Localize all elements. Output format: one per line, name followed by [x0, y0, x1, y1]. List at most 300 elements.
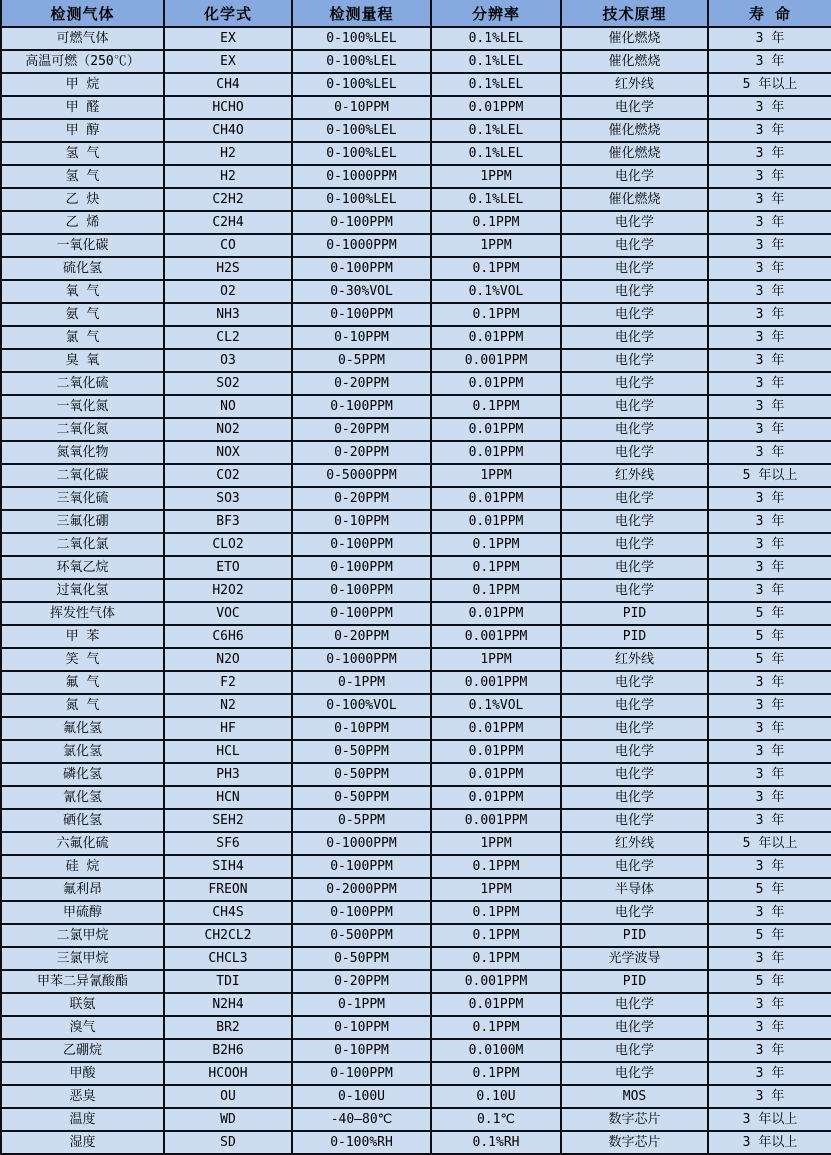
- cell-formula: HCN: [164, 786, 292, 809]
- table-row: [1, 1062, 831, 1085]
- table-row: [1, 303, 831, 326]
- cell-gas: 氯化氢: [1, 740, 164, 763]
- cell-principle: 电化学: [561, 234, 708, 257]
- cell-gas: 氮 气: [1, 694, 164, 717]
- cell-principle: 电化学: [561, 671, 708, 694]
- cell-lifetime: 5 年以上: [708, 464, 831, 487]
- cell-gas: 乙 烯: [1, 211, 164, 234]
- cell-lifetime: 3 年: [708, 694, 831, 717]
- cell-lifetime: 3 年: [708, 257, 831, 280]
- cell-lifetime: 3 年: [708, 855, 831, 878]
- cell-formula: B2H6: [164, 1039, 292, 1062]
- cell-principle: 电化学: [561, 487, 708, 510]
- cell-range: 0-20PPM: [292, 970, 431, 993]
- cell-resolution: 0.1%LEL: [431, 142, 561, 165]
- cell-range: 0-10PPM: [292, 1016, 431, 1039]
- cell-gas: 二氧化氯: [1, 533, 164, 556]
- cell-formula: C2H4: [164, 211, 292, 234]
- cell-resolution: 0.1PPM: [431, 901, 561, 924]
- cell-range: 0-1PPM: [292, 671, 431, 694]
- table-row: [1, 602, 831, 625]
- cell-range: 0-2000PPM: [292, 878, 431, 901]
- cell-formula: VOC: [164, 602, 292, 625]
- cell-gas: 高温可燃（250℃）: [1, 50, 164, 73]
- table-row: [1, 280, 831, 303]
- cell-principle: 电化学: [561, 579, 708, 602]
- header-row: [1, 0, 831, 27]
- cell-formula: NH3: [164, 303, 292, 326]
- cell-lifetime: 3 年: [708, 901, 831, 924]
- cell-formula: SEH2: [164, 809, 292, 832]
- cell-formula: HF: [164, 717, 292, 740]
- cell-formula: EX: [164, 27, 292, 50]
- cell-gas: 二氧化碳: [1, 464, 164, 487]
- table-row: [1, 119, 831, 142]
- cell-resolution: 0.1%VOL: [431, 280, 561, 303]
- table-row: [1, 441, 831, 464]
- cell-range: 0-100PPM: [292, 1062, 431, 1085]
- cell-lifetime: 3 年: [708, 234, 831, 257]
- cell-lifetime: 3 年: [708, 717, 831, 740]
- cell-range: 0-5000PPM: [292, 464, 431, 487]
- cell-resolution: 0.01PPM: [431, 326, 561, 349]
- cell-lifetime: 5 年: [708, 625, 831, 648]
- cell-formula: HCOOH: [164, 1062, 292, 1085]
- cell-gas: 甲 醇: [1, 119, 164, 142]
- cell-resolution: 0.1PPM: [431, 556, 561, 579]
- cell-gas: 一氧化碳: [1, 234, 164, 257]
- cell-lifetime: 3 年: [708, 487, 831, 510]
- cell-principle: 数字芯片: [561, 1131, 708, 1154]
- cell-lifetime: 3 年以上: [708, 1108, 831, 1131]
- cell-resolution: 0.01PPM: [431, 717, 561, 740]
- cell-principle: 电化学: [561, 717, 708, 740]
- cell-principle: 催化燃烧: [561, 50, 708, 73]
- column-header-lifetime: 寿 命: [708, 0, 831, 27]
- cell-lifetime: 5 年: [708, 924, 831, 947]
- table-row: [1, 970, 831, 993]
- cell-resolution: 0.01PPM: [431, 487, 561, 510]
- cell-gas: 三氟化硼: [1, 510, 164, 533]
- cell-range: 0-20PPM: [292, 625, 431, 648]
- table-row: [1, 878, 831, 901]
- cell-principle: 电化学: [561, 740, 708, 763]
- cell-range: 0-100PPM: [292, 395, 431, 418]
- cell-resolution: 1PPM: [431, 648, 561, 671]
- cell-range: 0-50PPM: [292, 786, 431, 809]
- table-row: [1, 901, 831, 924]
- cell-principle: 光学波导: [561, 947, 708, 970]
- cell-range: 0-30%VOL: [292, 280, 431, 303]
- cell-range: 0-10PPM: [292, 510, 431, 533]
- cell-principle: PID: [561, 602, 708, 625]
- cell-lifetime: 3 年: [708, 96, 831, 119]
- cell-gas: 乙硼烷: [1, 1039, 164, 1062]
- cell-lifetime: 5 年以上: [708, 832, 831, 855]
- cell-range: 0-50PPM: [292, 740, 431, 763]
- cell-lifetime: 5 年: [708, 970, 831, 993]
- cell-formula: TDI: [164, 970, 292, 993]
- table-row: [1, 763, 831, 786]
- cell-formula: SD: [164, 1131, 292, 1154]
- cell-range: 0-100PPM: [292, 533, 431, 556]
- cell-resolution: 0.001PPM: [431, 671, 561, 694]
- cell-lifetime: 5 年: [708, 602, 831, 625]
- cell-resolution: 0.1PPM: [431, 395, 561, 418]
- cell-gas: 甲酸: [1, 1062, 164, 1085]
- cell-principle: 红外线: [561, 73, 708, 96]
- cell-lifetime: 5 年: [708, 648, 831, 671]
- cell-principle: 电化学: [561, 855, 708, 878]
- cell-lifetime: 3 年: [708, 165, 831, 188]
- cell-lifetime: 3 年: [708, 142, 831, 165]
- column-header-gas: 检测气体: [1, 0, 164, 27]
- table-row: [1, 257, 831, 280]
- cell-resolution: 0.0100M: [431, 1039, 561, 1062]
- cell-principle: 红外线: [561, 648, 708, 671]
- table-row: [1, 947, 831, 970]
- cell-formula: HCHO: [164, 96, 292, 119]
- cell-range: 0-100PPM: [292, 855, 431, 878]
- cell-resolution: 0.01PPM: [431, 418, 561, 441]
- cell-gas: 可燃气体: [1, 27, 164, 50]
- table-row: [1, 579, 831, 602]
- table-row: [1, 326, 831, 349]
- table-row: [1, 142, 831, 165]
- table-row: [1, 1108, 831, 1131]
- table-row: [1, 694, 831, 717]
- cell-gas: 溴气: [1, 1016, 164, 1039]
- cell-lifetime: 3 年: [708, 326, 831, 349]
- cell-principle: 电化学: [561, 763, 708, 786]
- cell-gas: 环氧乙烷: [1, 556, 164, 579]
- cell-lifetime: 3 年: [708, 1062, 831, 1085]
- cell-formula: BR2: [164, 1016, 292, 1039]
- table-row: [1, 73, 831, 96]
- cell-gas: 六氟化硫: [1, 832, 164, 855]
- cell-principle: 红外线: [561, 832, 708, 855]
- cell-gas: 甲 苯: [1, 625, 164, 648]
- table-row: [1, 418, 831, 441]
- cell-resolution: 0.1PPM: [431, 211, 561, 234]
- cell-gas: 挥发性气体: [1, 602, 164, 625]
- cell-resolution: 0.1PPM: [431, 1062, 561, 1085]
- table-row: [1, 924, 831, 947]
- cell-gas: 氮氧化物: [1, 441, 164, 464]
- cell-range: 0-5PPM: [292, 349, 431, 372]
- table-row: [1, 211, 831, 234]
- cell-gas: 氨 气: [1, 303, 164, 326]
- cell-gas: 硫化氢: [1, 257, 164, 280]
- cell-formula: N2H4: [164, 993, 292, 1016]
- cell-lifetime: 3 年: [708, 1039, 831, 1062]
- table-row: [1, 533, 831, 556]
- cell-gas: 二氯甲烷: [1, 924, 164, 947]
- cell-lifetime: 3 年: [708, 510, 831, 533]
- cell-formula: OU: [164, 1085, 292, 1108]
- cell-principle: 电化学: [561, 349, 708, 372]
- cell-formula: C2H2: [164, 188, 292, 211]
- cell-lifetime: 3 年: [708, 786, 831, 809]
- cell-range: 0-100%LEL: [292, 73, 431, 96]
- cell-gas: 笑 气: [1, 648, 164, 671]
- cell-gas: 二氧化硫: [1, 372, 164, 395]
- cell-range: 0-1PPM: [292, 993, 431, 1016]
- cell-formula: HCL: [164, 740, 292, 763]
- cell-gas: 三氯甲烷: [1, 947, 164, 970]
- cell-principle: 电化学: [561, 786, 708, 809]
- table-row: [1, 648, 831, 671]
- cell-gas: 过氧化氢: [1, 579, 164, 602]
- cell-gas: 甲苯二异氰酸酯: [1, 970, 164, 993]
- cell-principle: 电化学: [561, 510, 708, 533]
- cell-principle: 催化燃烧: [561, 188, 708, 211]
- cell-principle: PID: [561, 970, 708, 993]
- cell-formula: NO: [164, 395, 292, 418]
- cell-resolution: 0.1PPM: [431, 257, 561, 280]
- table-row: [1, 786, 831, 809]
- table-row: [1, 993, 831, 1016]
- cell-principle: 电化学: [561, 303, 708, 326]
- table-row: [1, 510, 831, 533]
- cell-principle: 电化学: [561, 326, 708, 349]
- cell-lifetime: 3 年: [708, 993, 831, 1016]
- cell-resolution: 0.1PPM: [431, 1016, 561, 1039]
- cell-formula: N2O: [164, 648, 292, 671]
- cell-resolution: 0.01PPM: [431, 372, 561, 395]
- cell-lifetime: 3 年: [708, 188, 831, 211]
- cell-lifetime: 3 年: [708, 809, 831, 832]
- cell-formula: CO: [164, 234, 292, 257]
- cell-resolution: 0.001PPM: [431, 625, 561, 648]
- cell-lifetime: 3 年以上: [708, 1131, 831, 1154]
- cell-gas: 氯 气: [1, 326, 164, 349]
- cell-gas: 恶臭: [1, 1085, 164, 1108]
- cell-formula: F2: [164, 671, 292, 694]
- cell-resolution: 0.01PPM: [431, 510, 561, 533]
- cell-principle: 电化学: [561, 694, 708, 717]
- cell-resolution: 0.1PPM: [431, 924, 561, 947]
- cell-principle: 电化学: [561, 556, 708, 579]
- cell-resolution: 0.1%VOL: [431, 694, 561, 717]
- cell-principle: 催化燃烧: [561, 142, 708, 165]
- table-row: [1, 464, 831, 487]
- cell-lifetime: 3 年: [708, 119, 831, 142]
- cell-gas: 一氧化氮: [1, 395, 164, 418]
- cell-principle: 电化学: [561, 1062, 708, 1085]
- cell-range: 0-1000PPM: [292, 832, 431, 855]
- cell-gas: 二氧化氮: [1, 418, 164, 441]
- cell-principle: PID: [561, 924, 708, 947]
- cell-lifetime: 3 年: [708, 50, 831, 73]
- cell-resolution: 0.01PPM: [431, 441, 561, 464]
- cell-formula: H2O2: [164, 579, 292, 602]
- cell-formula: CH4O: [164, 119, 292, 142]
- column-header-formula: 化学式: [164, 0, 292, 27]
- cell-gas: 磷化氢: [1, 763, 164, 786]
- cell-formula: H2: [164, 142, 292, 165]
- cell-range: 0-100%LEL: [292, 27, 431, 50]
- cell-resolution: 0.1PPM: [431, 855, 561, 878]
- table-row: [1, 671, 831, 694]
- cell-principle: 电化学: [561, 372, 708, 395]
- cell-range: 0-10PPM: [292, 717, 431, 740]
- cell-principle: 红外线: [561, 464, 708, 487]
- cell-range: 0-1000PPM: [292, 165, 431, 188]
- cell-formula: CH4: [164, 73, 292, 96]
- cell-formula: CH2CL2: [164, 924, 292, 947]
- column-header-principle: 技术原理: [561, 0, 708, 27]
- cell-principle: PID: [561, 625, 708, 648]
- cell-principle: 电化学: [561, 1039, 708, 1062]
- table-row: [1, 96, 831, 119]
- cell-formula: H2S: [164, 257, 292, 280]
- cell-formula: ETO: [164, 556, 292, 579]
- cell-lifetime: 3 年: [708, 1016, 831, 1039]
- cell-formula: CLO2: [164, 533, 292, 556]
- cell-lifetime: 3 年: [708, 303, 831, 326]
- cell-resolution: 1PPM: [431, 234, 561, 257]
- cell-lifetime: 3 年: [708, 533, 831, 556]
- cell-lifetime: 3 年: [708, 1085, 831, 1108]
- table-row: [1, 717, 831, 740]
- cell-formula: SF6: [164, 832, 292, 855]
- cell-formula: EX: [164, 50, 292, 73]
- cell-range: 0-50PPM: [292, 947, 431, 970]
- cell-resolution: 1PPM: [431, 878, 561, 901]
- cell-principle: 电化学: [561, 1016, 708, 1039]
- column-header-range: 检测量程: [292, 0, 431, 27]
- cell-lifetime: 3 年: [708, 418, 831, 441]
- cell-formula: C6H6: [164, 625, 292, 648]
- cell-principle: 电化学: [561, 993, 708, 1016]
- cell-formula: CL2: [164, 326, 292, 349]
- cell-resolution: 0.01PPM: [431, 786, 561, 809]
- cell-gas: 乙 炔: [1, 188, 164, 211]
- cell-range: 0-5PPM: [292, 809, 431, 832]
- cell-resolution: 0.1PPM: [431, 947, 561, 970]
- table-row: [1, 1085, 831, 1108]
- cell-gas: 甲 醛: [1, 96, 164, 119]
- cell-gas: 甲硫醇: [1, 901, 164, 924]
- table-row: [1, 349, 831, 372]
- cell-principle: 电化学: [561, 441, 708, 464]
- cell-gas: 硅 烷: [1, 855, 164, 878]
- cell-resolution: 0.1%LEL: [431, 119, 561, 142]
- cell-resolution: 0.001PPM: [431, 349, 561, 372]
- cell-principle: 电化学: [561, 257, 708, 280]
- cell-formula: CHCL3: [164, 947, 292, 970]
- cell-resolution: 0.1PPM: [431, 533, 561, 556]
- cell-gas: 氢 气: [1, 142, 164, 165]
- cell-range: 0-100%LEL: [292, 119, 431, 142]
- cell-range: 0-20PPM: [292, 487, 431, 510]
- table-row: [1, 188, 831, 211]
- cell-range: 0-10PPM: [292, 96, 431, 119]
- cell-principle: 电化学: [561, 533, 708, 556]
- cell-formula: SO2: [164, 372, 292, 395]
- column-header-resolution: 分辨率: [431, 0, 561, 27]
- cell-formula: FREON: [164, 878, 292, 901]
- cell-resolution: 1PPM: [431, 165, 561, 188]
- cell-range: 0-20PPM: [292, 418, 431, 441]
- cell-resolution: 0.1%LEL: [431, 27, 561, 50]
- cell-gas: 氢 气: [1, 165, 164, 188]
- cell-resolution: 0.1%LEL: [431, 73, 561, 96]
- cell-resolution: 0.01PPM: [431, 993, 561, 1016]
- cell-range: 0-100PPM: [292, 556, 431, 579]
- cell-range: 0-100PPM: [292, 303, 431, 326]
- cell-formula: BF3: [164, 510, 292, 533]
- table-row: [1, 50, 831, 73]
- cell-formula: SO3: [164, 487, 292, 510]
- cell-lifetime: 3 年: [708, 395, 831, 418]
- cell-principle: 电化学: [561, 418, 708, 441]
- cell-range: 0-10PPM: [292, 1039, 431, 1062]
- cell-principle: MOS: [561, 1085, 708, 1108]
- cell-principle: 电化学: [561, 96, 708, 119]
- cell-lifetime: 3 年: [708, 947, 831, 970]
- table-row: [1, 372, 831, 395]
- cell-lifetime: 3 年: [708, 441, 831, 464]
- cell-principle: 催化燃烧: [561, 27, 708, 50]
- cell-range: 0-20PPM: [292, 441, 431, 464]
- cell-resolution: 0.1%LEL: [431, 50, 561, 73]
- cell-formula: PH3: [164, 763, 292, 786]
- cell-formula: WD: [164, 1108, 292, 1131]
- cell-range: 0-100PPM: [292, 602, 431, 625]
- cell-resolution: 1PPM: [431, 832, 561, 855]
- cell-gas: 臭 氧: [1, 349, 164, 372]
- table-row: [1, 1016, 831, 1039]
- cell-formula: CH4S: [164, 901, 292, 924]
- cell-gas: 氰化氢: [1, 786, 164, 809]
- cell-range: 0-100U: [292, 1085, 431, 1108]
- cell-principle: 半导体: [561, 878, 708, 901]
- cell-principle: 电化学: [561, 280, 708, 303]
- table-row: [1, 165, 831, 188]
- cell-resolution: 1PPM: [431, 464, 561, 487]
- cell-lifetime: 3 年: [708, 372, 831, 395]
- cell-principle: 电化学: [561, 211, 708, 234]
- cell-range: 0-100%LEL: [292, 188, 431, 211]
- table-row: [1, 395, 831, 418]
- cell-range: 0-1000PPM: [292, 234, 431, 257]
- cell-gas: 联氨: [1, 993, 164, 1016]
- cell-gas: 三氧化硫: [1, 487, 164, 510]
- cell-gas: 氧 气: [1, 280, 164, 303]
- cell-formula: NO2: [164, 418, 292, 441]
- table-row: [1, 809, 831, 832]
- cell-resolution: 0.01PPM: [431, 96, 561, 119]
- cell-formula: N2: [164, 694, 292, 717]
- cell-range: 0-100%LEL: [292, 142, 431, 165]
- cell-lifetime: 3 年: [708, 211, 831, 234]
- cell-range: 0-100PPM: [292, 211, 431, 234]
- cell-range: 0-100%RH: [292, 1131, 431, 1154]
- cell-range: 0-20PPM: [292, 372, 431, 395]
- cell-resolution: 0.10U: [431, 1085, 561, 1108]
- cell-range: 0-100%LEL: [292, 50, 431, 73]
- cell-resolution: 0.1%RH: [431, 1131, 561, 1154]
- cell-gas: 甲 烷: [1, 73, 164, 96]
- cell-lifetime: 3 年: [708, 671, 831, 694]
- cell-lifetime: 3 年: [708, 740, 831, 763]
- table-row: [1, 625, 831, 648]
- cell-lifetime: 3 年: [708, 556, 831, 579]
- table-row: [1, 832, 831, 855]
- cell-resolution: 0.01PPM: [431, 740, 561, 763]
